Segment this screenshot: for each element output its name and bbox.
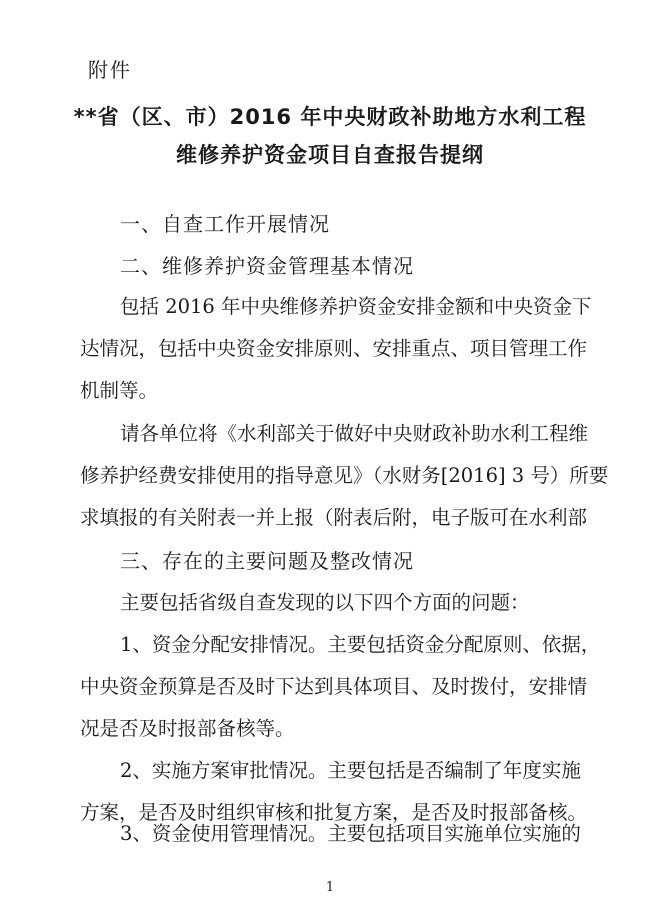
section-2-para-1-line-3: 机制等。 bbox=[80, 379, 159, 402]
item-1-line-1: 1、资金分配安排情况。主要包括资金分配原则、依据， bbox=[120, 633, 601, 656]
item-1-line-2: 中央资金预算是否及时下达到具体项目、及时拨付，安排情 bbox=[80, 675, 588, 698]
section-2-para-1-line-1: 包括 2016 年中央维修养护资金安排金额和中央资金下 bbox=[120, 295, 592, 318]
item-3-line-1: 3、资金使用管理情况。主要包括项目实施单位实施的 bbox=[120, 822, 581, 845]
section-2-para-2-line-3: 求填报的有关附表一并上报（附表后附，电子版可在水利部 bbox=[80, 506, 588, 529]
item-2-line-1: 2、实施方案审批情况。主要包括是否编制了年度实施 bbox=[120, 759, 581, 782]
section-2-para-1-line-2: 达情况，包括中央资金安排原则、安排重点、项目管理工作 bbox=[80, 337, 588, 360]
item-1-line-3: 况是否及时报部备核等。 bbox=[80, 717, 295, 740]
attachment-label: 附件 bbox=[88, 58, 132, 82]
section-3-intro: 主要包括省级自查发现的以下四个方面的问题： bbox=[120, 591, 530, 614]
section-1-heading: 一、自查工作开展情况 bbox=[120, 212, 330, 236]
section-3-heading: 三、存在的主要问题及整改情况 bbox=[120, 549, 414, 573]
section-2-heading: 二、维修养护资金管理基本情况 bbox=[120, 254, 414, 278]
section-2-para-2-line-2: 修养护经费安排使用的指导意见》（水财务[2016] 3 号）所要 bbox=[80, 464, 609, 487]
section-2-para-2-line-1: 请各单位将《水利部关于做好中央财政补助水利工程维 bbox=[120, 422, 589, 445]
document-title-line-1: **省（区、市）2016 年中央财政补助地方水利工程 bbox=[73, 105, 587, 129]
page-number: 1 bbox=[325, 880, 335, 895]
item-2-line-2: 方案，是否及时组织审核和批复方案，是否及时报部备核。 bbox=[80, 801, 588, 824]
document-title-line-2: 维修养护资金项目自查报告提纲 bbox=[176, 143, 484, 167]
